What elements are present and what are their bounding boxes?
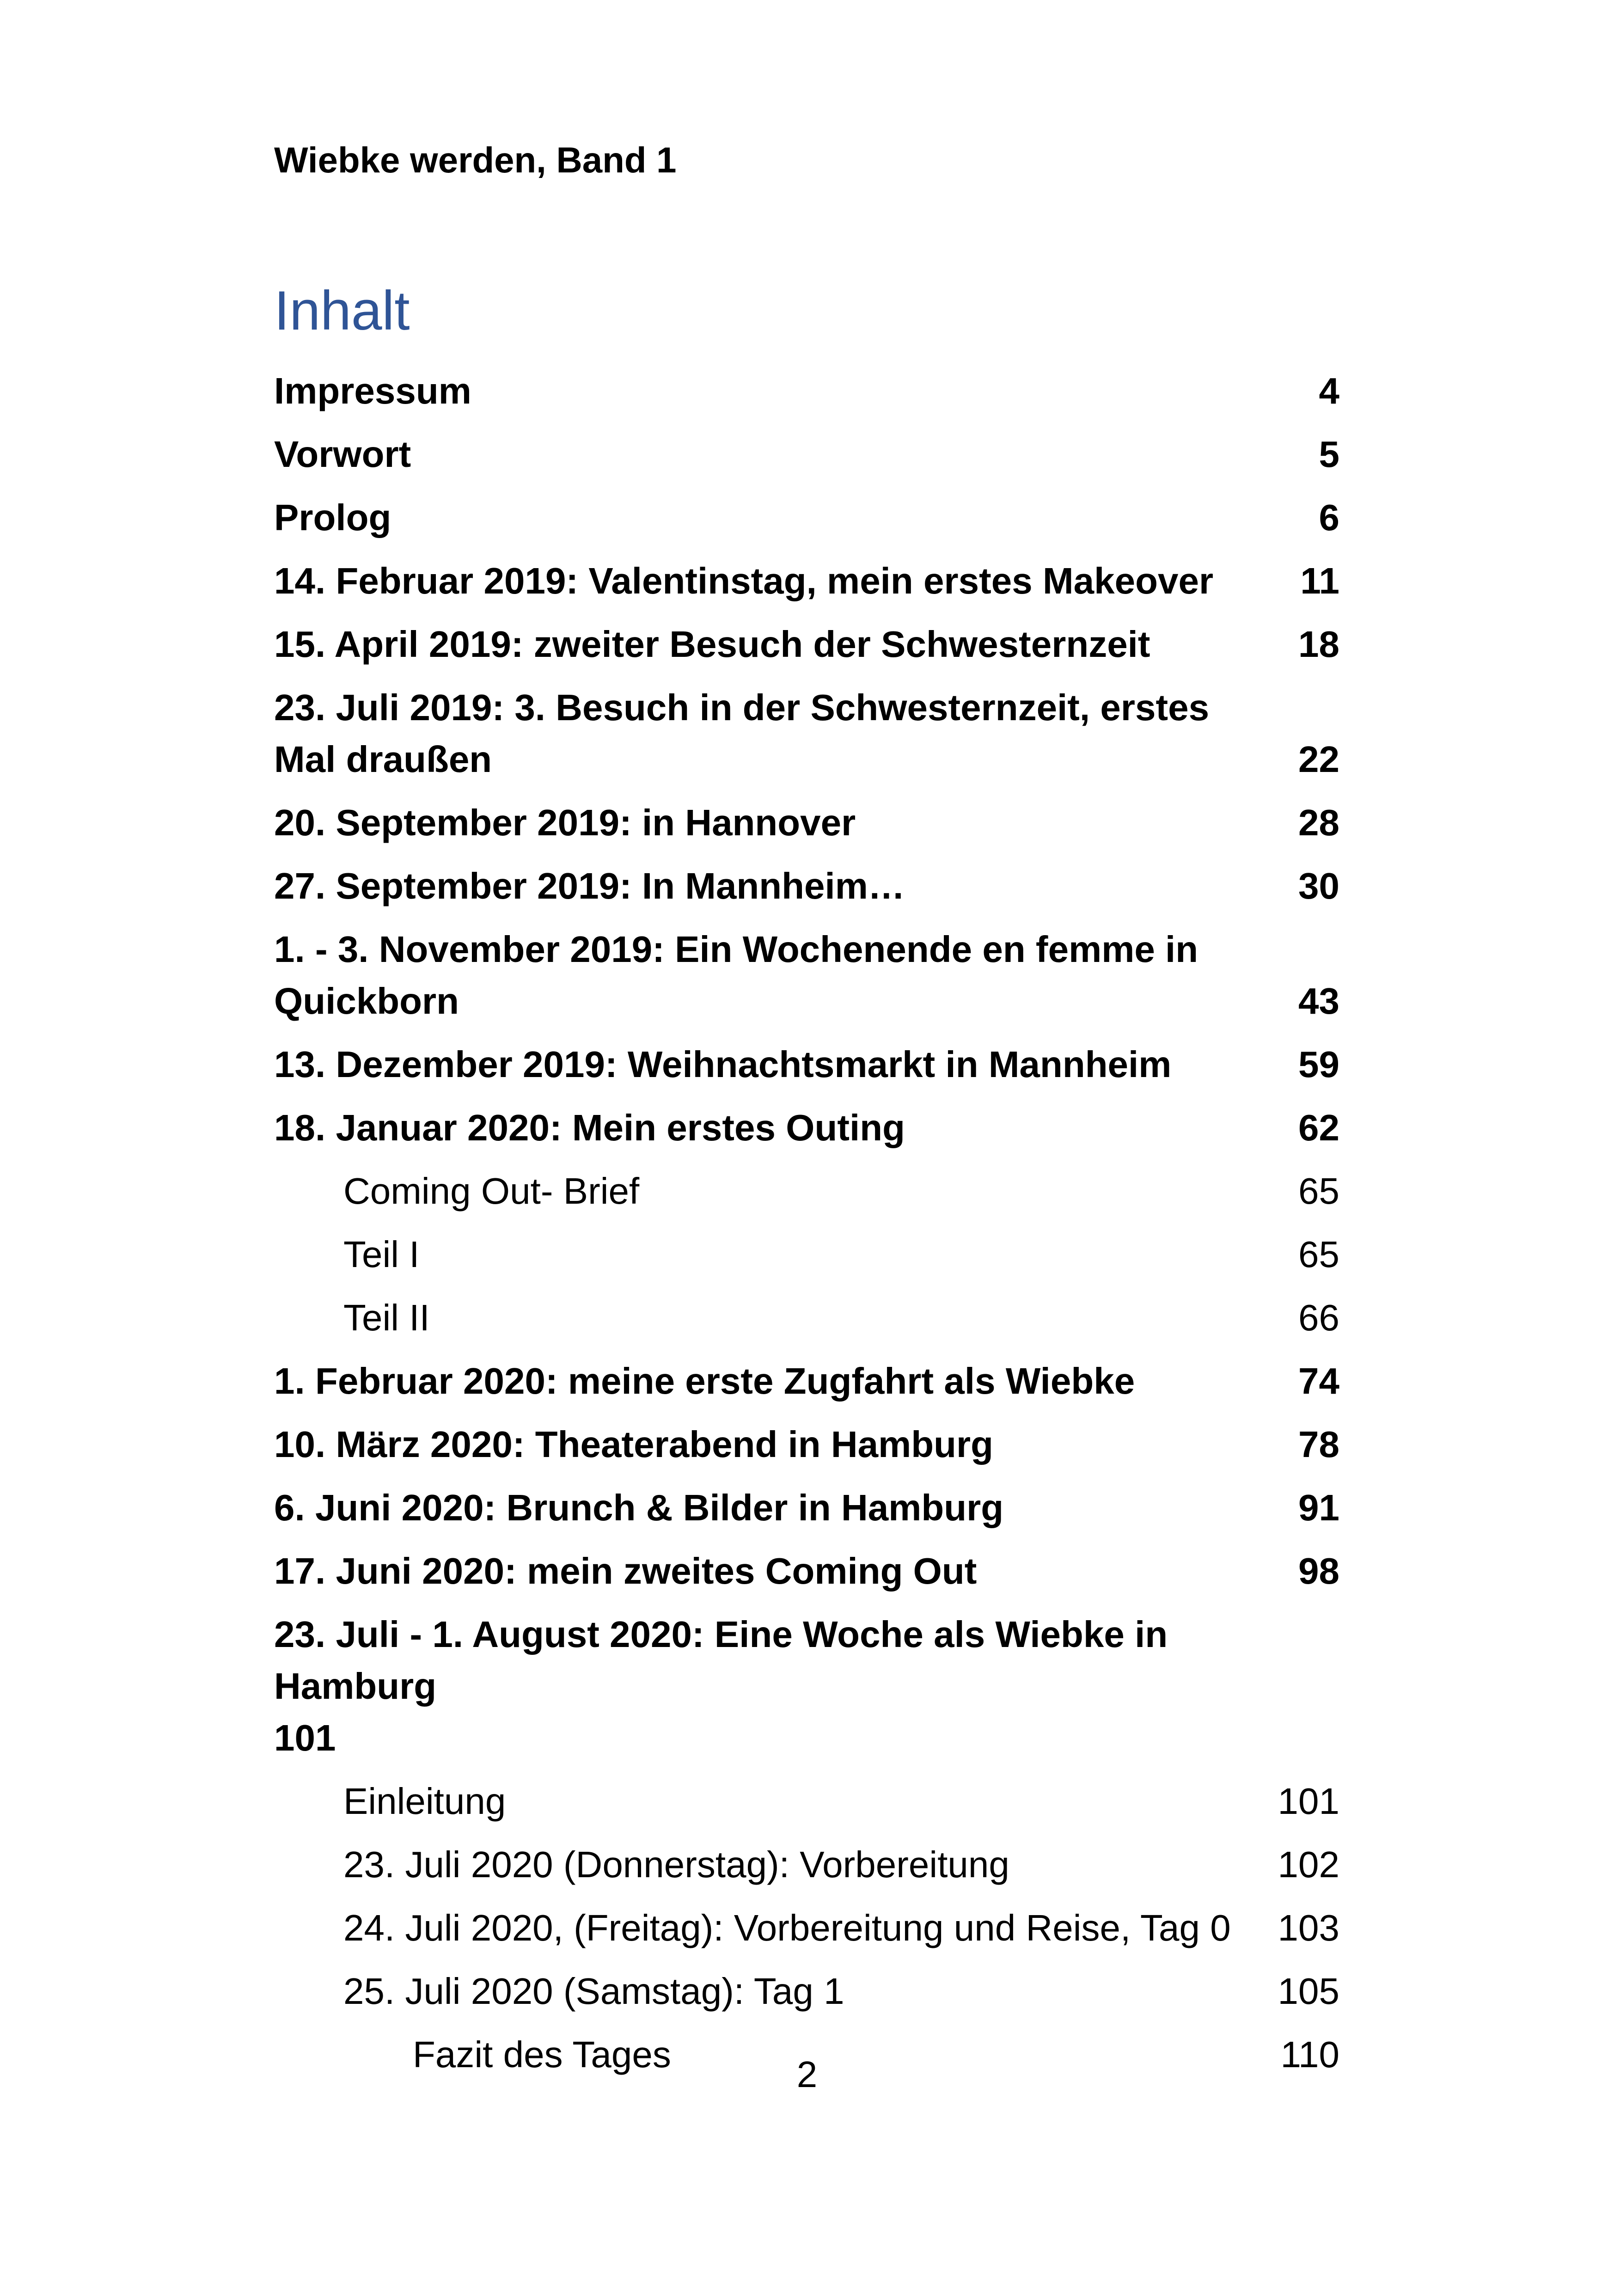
toc-entry-title: Teil I bbox=[343, 1234, 420, 1275]
toc-entry-page: 6 bbox=[1319, 497, 1339, 538]
toc-entry-page: 110 bbox=[1280, 2034, 1339, 2075]
toc-entry-page: 4 bbox=[1319, 370, 1339, 411]
toc-entry bbox=[274, 492, 1339, 544]
toc-entry bbox=[274, 365, 1339, 417]
toc-entry-title: 23. Juli 2020 (Donnerstag): Vorbereitung bbox=[343, 1844, 1009, 1885]
toc-entry-page: 5 bbox=[1319, 434, 1339, 475]
toc-heading: Inhalt bbox=[274, 280, 410, 342]
toc-entry-title: 10. März 2020: Theaterabend in Hamburg bbox=[274, 1424, 994, 1465]
toc-subentry bbox=[274, 1965, 1339, 2017]
toc-entry bbox=[274, 682, 1339, 785]
toc-entry-page: 105 bbox=[1278, 1971, 1339, 2012]
toc-entry-page: 101 bbox=[1278, 1781, 1339, 1822]
toc-subentry bbox=[274, 1229, 1339, 1280]
toc-entry-page: 65 bbox=[1298, 1234, 1339, 1275]
toc-entry-title: 27. September 2019: In Mannheim… bbox=[274, 865, 905, 906]
toc-entry-title: 17. Juni 2020: mein zweites Coming Out bbox=[274, 1550, 977, 1592]
toc-entry-page: 102 bbox=[1278, 1844, 1339, 1885]
toc-entry-page: 11 bbox=[1300, 560, 1339, 601]
toc-entry-page: 91 bbox=[1298, 1487, 1339, 1528]
toc-entry bbox=[274, 797, 1339, 849]
toc-entry bbox=[274, 555, 1339, 607]
toc-entry-title: 6. Juni 2020: Brunch & Bilder in Hamburg bbox=[274, 1487, 1004, 1528]
toc-entry-title: 1. Februar 2020: meine erste Zugfahrt als Wiebke bbox=[274, 1360, 1135, 1402]
toc-entry-title: 15. April 2019: zweiter Besuch der Schwesternzeit bbox=[274, 624, 1150, 665]
toc-entry-title: Fazit des Tages bbox=[413, 2034, 671, 2075]
toc-subentry bbox=[274, 1839, 1339, 1891]
toc-entry-title: 14. Februar 2019: Valentinstag, mein erstes Makeover bbox=[274, 560, 1214, 601]
toc-entry-page: 28 bbox=[1298, 802, 1339, 843]
toc-entry-page: 59 bbox=[1298, 1044, 1339, 1085]
toc-entry-title: Teil II bbox=[343, 1297, 430, 1338]
toc-entry-title: 13. Dezember 2019: Weihnachtsmarkt in Mannheim bbox=[274, 1044, 1172, 1085]
page-number: 2 bbox=[796, 2054, 818, 2095]
toc-entry-title: Coming Out- Brief bbox=[343, 1170, 640, 1212]
toc-entry-title: Impressum bbox=[274, 370, 471, 411]
toc-entry bbox=[274, 1039, 1339, 1090]
toc-entry-title: 1. - 3. November 2019: Ein Wochenende en femme in Quickborn bbox=[274, 929, 1198, 1022]
toc-entry-page: 43 bbox=[1298, 980, 1339, 1022]
table-of-contents bbox=[274, 365, 1339, 2092]
toc-entry bbox=[274, 1545, 1339, 1597]
toc-entry-title: Einleitung bbox=[343, 1781, 506, 1822]
toc-entry-page: 66 bbox=[1298, 1297, 1339, 1338]
toc-entry-page: 62 bbox=[1298, 1107, 1339, 1148]
toc-entry bbox=[274, 1419, 1339, 1470]
toc-entry bbox=[274, 1482, 1339, 1534]
toc-entry-page: 98 bbox=[1298, 1550, 1339, 1592]
toc-entry-page: 65 bbox=[1298, 1170, 1339, 1212]
toc-entry-page: 101 bbox=[274, 1717, 336, 1758]
toc-entry bbox=[274, 1609, 1339, 1764]
toc-entry-page: 78 bbox=[1298, 1424, 1339, 1465]
toc-entry-page: 103 bbox=[1278, 1907, 1339, 1948]
toc-entry bbox=[274, 618, 1339, 670]
toc-entry-title: Prolog bbox=[274, 497, 391, 538]
toc-subentry bbox=[274, 1165, 1339, 1217]
toc-subentry bbox=[274, 1292, 1339, 1344]
toc-entry bbox=[274, 860, 1339, 912]
toc-entry-title: 24. Juli 2020, (Freitag): Vorbereitung und Reise, Tag 0 bbox=[343, 1907, 1231, 1948]
running-header: Wiebke werden, Band 1 bbox=[274, 140, 677, 180]
toc-entry bbox=[274, 924, 1339, 1027]
toc-entry bbox=[274, 429, 1339, 480]
toc-entry-page: 18 bbox=[1298, 624, 1339, 665]
toc-entry-page: 74 bbox=[1298, 1360, 1339, 1402]
toc-entry-title: 18. Januar 2020: Mein erstes Outing bbox=[274, 1107, 905, 1148]
toc-entry-title: Vorwort bbox=[274, 434, 411, 475]
toc-entry-title: 23. Juli - 1. August 2020: Eine Woche als Wiebke in Hamburg bbox=[274, 1614, 1168, 1707]
toc-entry-title: 23. Juli 2019: 3. Besuch in der Schwesternzeit, erstes Mal draußen bbox=[274, 687, 1210, 780]
toc-subentry bbox=[274, 1776, 1339, 1827]
toc-entry bbox=[274, 1102, 1339, 1154]
toc-subentry bbox=[274, 1902, 1339, 1954]
toc-entry-title: 20. September 2019: in Hannover bbox=[274, 802, 856, 843]
toc-entry bbox=[274, 1355, 1339, 1407]
toc-entry-page: 30 bbox=[1298, 865, 1339, 906]
toc-entry-page: 22 bbox=[1298, 739, 1339, 780]
toc-entry-title: 25. Juli 2020 (Samstag): Tag 1 bbox=[343, 1971, 844, 2012]
